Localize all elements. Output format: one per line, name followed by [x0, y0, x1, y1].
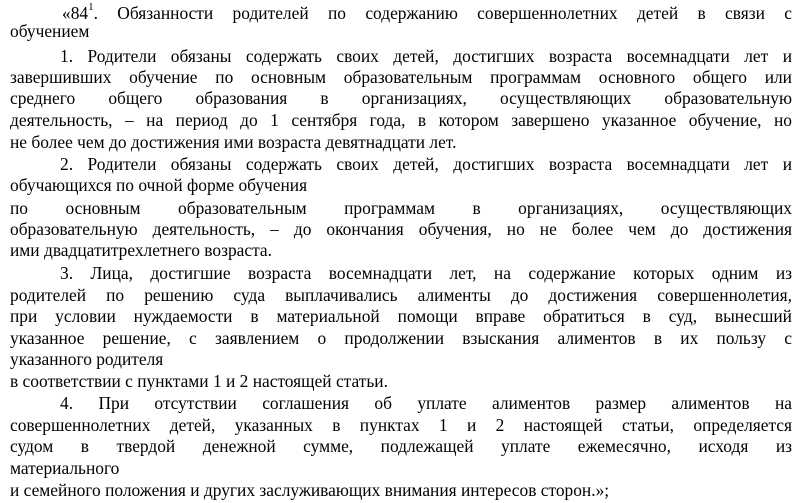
article-heading [62, 3, 792, 24]
paragraph-1-line: не более чем до достижения ими возраста девятнадцати лет. [10, 132, 457, 152]
article-title-continued: обучением [10, 21, 90, 41]
paragraph-1-line: 1. Родители обязаны содержать своих детей, достигших возраста восемнадцати лет и [60, 46, 792, 66]
paragraph-4-line: 4. При отсутствии соглашения об уплате алиментов размер алиментов на [60, 393, 792, 413]
paragraph-3-line: родителей по решению суда выплачивались алименты до достижения совершеннолетия, [10, 285, 792, 305]
paragraph-2-line: образовательную деятельность, – до окончания обучения, но не более чем до достижения [10, 219, 792, 239]
article-number: «84 [62, 3, 89, 23]
article-title: . Обязанности родителей по содержанию совершеннолетних детей в связи с [93, 3, 792, 23]
paragraph-4-line: совершеннолетних детей, указанных в пунктах 1 и 2 настоящей статьи, определяется [10, 415, 792, 435]
paragraph-1-line: деятельность, – на период до 1 сентября года, в котором завершено указанное обучение, но [10, 110, 792, 130]
paragraph-2-line: ими двадцатитрехлетнего возраста. [10, 240, 272, 260]
paragraph-2-line: по основным образовательным программам в организациях, осуществляющих [10, 198, 792, 218]
paragraph-3-line: указанного родителя [10, 349, 164, 369]
paragraph-3-line: в соответствии с пунктами 1 и 2 настоящей статьи. [10, 371, 388, 391]
paragraph-4-line: материального [10, 458, 120, 478]
paragraph-2-line: обучающихся по очной форме обучения [10, 175, 308, 195]
paragraph-3-line: указанное решение, с заявлением о продолжении взыскания алиментов в их пользу с [10, 328, 792, 348]
paragraph-4-line: и семейного положения и других заслуживающих внимания интересов сторон.»; [10, 480, 610, 500]
paragraph-4-line: судом в твердой денежной сумме, подлежащей уплате ежемесячно, исходя из [10, 436, 792, 456]
paragraph-1-line: среднего общего образования в организациях, осуществляющих образовательную [10, 88, 792, 108]
paragraph-1-line: завершивших обучение по основным образовательным программам основного общего или [10, 67, 792, 87]
article-number-superscript: 1 [88, 1, 94, 14]
paragraph-2-line: 2. Родители обязаны содержать своих детей, достигших возраста восемнадцати лет и [60, 154, 792, 174]
paragraph-3-line: 3. Лица, достигшие возраста восемнадцати лет, на содержание которых одним из [60, 263, 792, 283]
paragraph-3-line: при условии нуждаемости в материальной помощи вправе обратиться в суд, вынесший [10, 306, 792, 326]
